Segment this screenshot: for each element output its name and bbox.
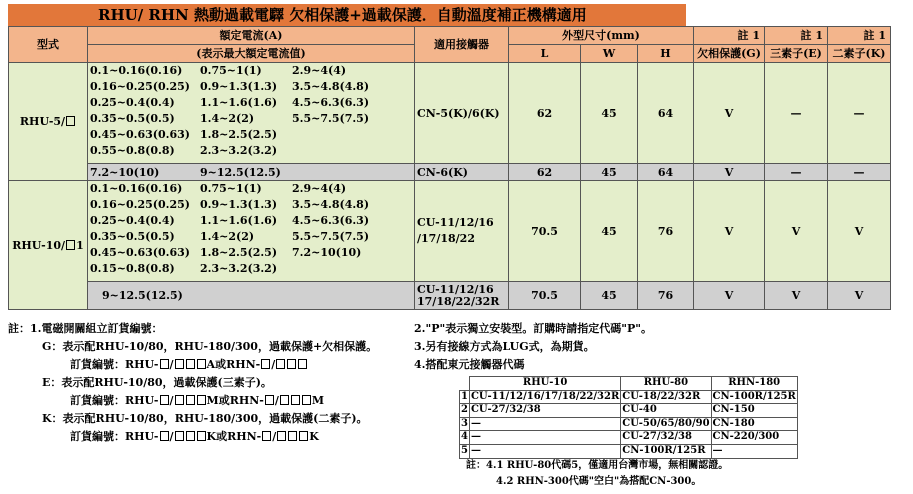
dim-w: 45 [581,282,638,310]
dim-l: 70.5 [509,282,581,310]
contactor-code-table [459,376,798,459]
dim-w: 45 [581,164,638,181]
note-e: E：表示配RHU-10/80，過載保護(三素子)。 [42,376,272,389]
note-k: K：表示配RHU-10/80，RHU-180/300，過載保護(二素子)。 [42,412,368,425]
contactor-table-footnotes [466,458,728,490]
header-note1-g: 註 1 [694,27,765,45]
title-bar [8,4,686,26]
note-2: 2."P"表示獨立安裝型。訂購時請指定代碼"P"。 [414,322,652,335]
header-rated-current: 額定電流(A) [88,27,415,45]
header-rhu10: RHU-10 [469,377,620,391]
header-rhu80: RHU-80 [621,377,711,391]
header-note1-k: 註 1 [828,27,891,45]
phase-protection: V [694,181,765,282]
contactor-rhu10-large: CU-11/12/16 17/18/22/32R [415,282,509,310]
header-contactor: 適用接觸器 [415,27,509,63]
dim-h: 64 [638,63,694,164]
header-rhn180: RHN-180 [711,377,797,391]
phase-protection: V [694,282,765,310]
table-row [9,282,891,310]
header-rated-current-sub: (表示最大額定電流值) [88,45,415,63]
table-row: 1 CU-11/12/16/17/18/22/32R CU-18/22/32R CN-100R/125R [460,390,798,404]
table-row [9,164,891,181]
current-list-rhu5: 0.1~0.16(0.16) 0.75~1(1) 2.9~4(4) 0.16~0.25(0.25) 0.9~1.3(1.3) 3.5~4.8(4.8) 0.25~0.4(0.4) 1.1~1.6(1.6) 4.5~6.3(6.3) 0.35~0.5(0.5) 1.4~2(2) 5.5~7.5(7.5) 0.45~0.63(0.63) 1.8~2.5(2.5) 0.55~0.8(0.8) 2.3~3.2(3.2) [88,63,415,164]
notes-right [414,320,652,374]
two-element: V [828,181,891,282]
contactor-rhu10: CU-11/12/16 /17/18/22 [415,181,509,282]
current-list-rhu10: 0.1~0.16(0.16) 0.75~1(1) 2.9~4(4) 0.16~0.25(0.25) 0.9~1.3(1.3) 3.5~4.8(4.8) 0.25~0.4(0.4) 1.1~1.6(1.6) 4.5~6.3(6.3) 0.35~0.5(0.5) 1.4~2(2) 5.5~7.5(7.5) 0.45~0.63(0.63) 1.8~2.5(2.5) 7.2~10(10) 0.15~0.8(0.8) 2.3~3.2(3.2) [88,181,415,282]
dim-l: 70.5 [509,181,581,282]
two-element: — [828,164,891,181]
table-row [9,181,891,282]
phase-protection: V [694,164,765,181]
model-rhu10: RHU-10/ 1 [9,181,88,310]
header-w: W [581,45,638,63]
three-element: — [765,164,828,181]
three-element: — [765,63,828,164]
spec-table [8,26,891,310]
footnote-4-2: 4.2 RHN-300代碼"空白"為搭配CN-300。 [496,476,702,487]
dim-l: 62 [509,164,581,181]
header-h: H [638,45,694,63]
three-element: V [765,282,828,310]
three-element: V [765,181,828,282]
header-phase: 欠相保護(G) [694,45,765,63]
footnote-4-1: 註：4.1 RHU-80代碼5，僅適用台灣市場，無相關認證。 [466,460,729,471]
two-element: — [828,63,891,164]
table-row [9,63,891,164]
note-g: G：表示配RHU-10/80，RHU-180/300，過載保護+欠相保護。 [42,340,378,353]
header-two: 二素子(K) [828,45,891,63]
contactor-rhu5-large: CN-6(K) [415,164,509,181]
current-rhu5-large: 7.2~10(10) 9~12.5(12.5) [88,164,415,181]
page-title: RHU/ RHN 熱動過載電驛 欠相保護+過載保護．自動溫度補正機構適用 [98,6,587,24]
table-row: 4 — CU-27/32/38 CN-220/300 [460,431,798,445]
note-g-order: 訂貨編號：RHU- / A或RHN- / [8,356,377,374]
dim-h: 76 [638,282,694,310]
header-note1-e: 註 1 [765,27,828,45]
contactor-rhu5: CN-5(K)/6(K) [415,63,509,164]
header-dimensions: 外型尺寸(mm) [509,27,694,45]
table-row: 2 CU-27/32/38 CU-40 CN-150 [460,404,798,418]
dim-w: 45 [581,181,638,282]
dim-h: 76 [638,181,694,282]
phase-protection: V [694,63,765,164]
model-rhu5: RHU-5/ [9,63,88,181]
header-l: L [509,45,581,63]
current-rhu10-large: 9~12.5(12.5) [88,282,415,310]
two-element: V [828,282,891,310]
note-head: 註：1.電磁開關組立訂貨編號： [8,322,163,335]
note-k-order: 訂貨編號：RHU- / K或RHN- / K [70,430,319,443]
header-three: 三素子(E) [765,45,828,63]
table-row: 3 — CU-50/65/80/90 CN-180 [460,417,798,431]
corner-cell [460,377,470,391]
dim-l: 62 [509,63,581,164]
note-e-order: 訂貨編號：RHU- / M或RHN- / M [70,394,325,407]
dim-h: 64 [638,164,694,181]
notes-left [8,320,377,446]
note-4: 4.搭配東元接觸器代碼 [414,358,525,371]
header-model: 型式 [9,27,88,63]
dim-w: 45 [581,63,638,164]
note-3: 3.另有接線方式為LUG式，為期貨。 [414,340,595,353]
table-row: 5 — CN-100R/125R — [460,444,798,458]
